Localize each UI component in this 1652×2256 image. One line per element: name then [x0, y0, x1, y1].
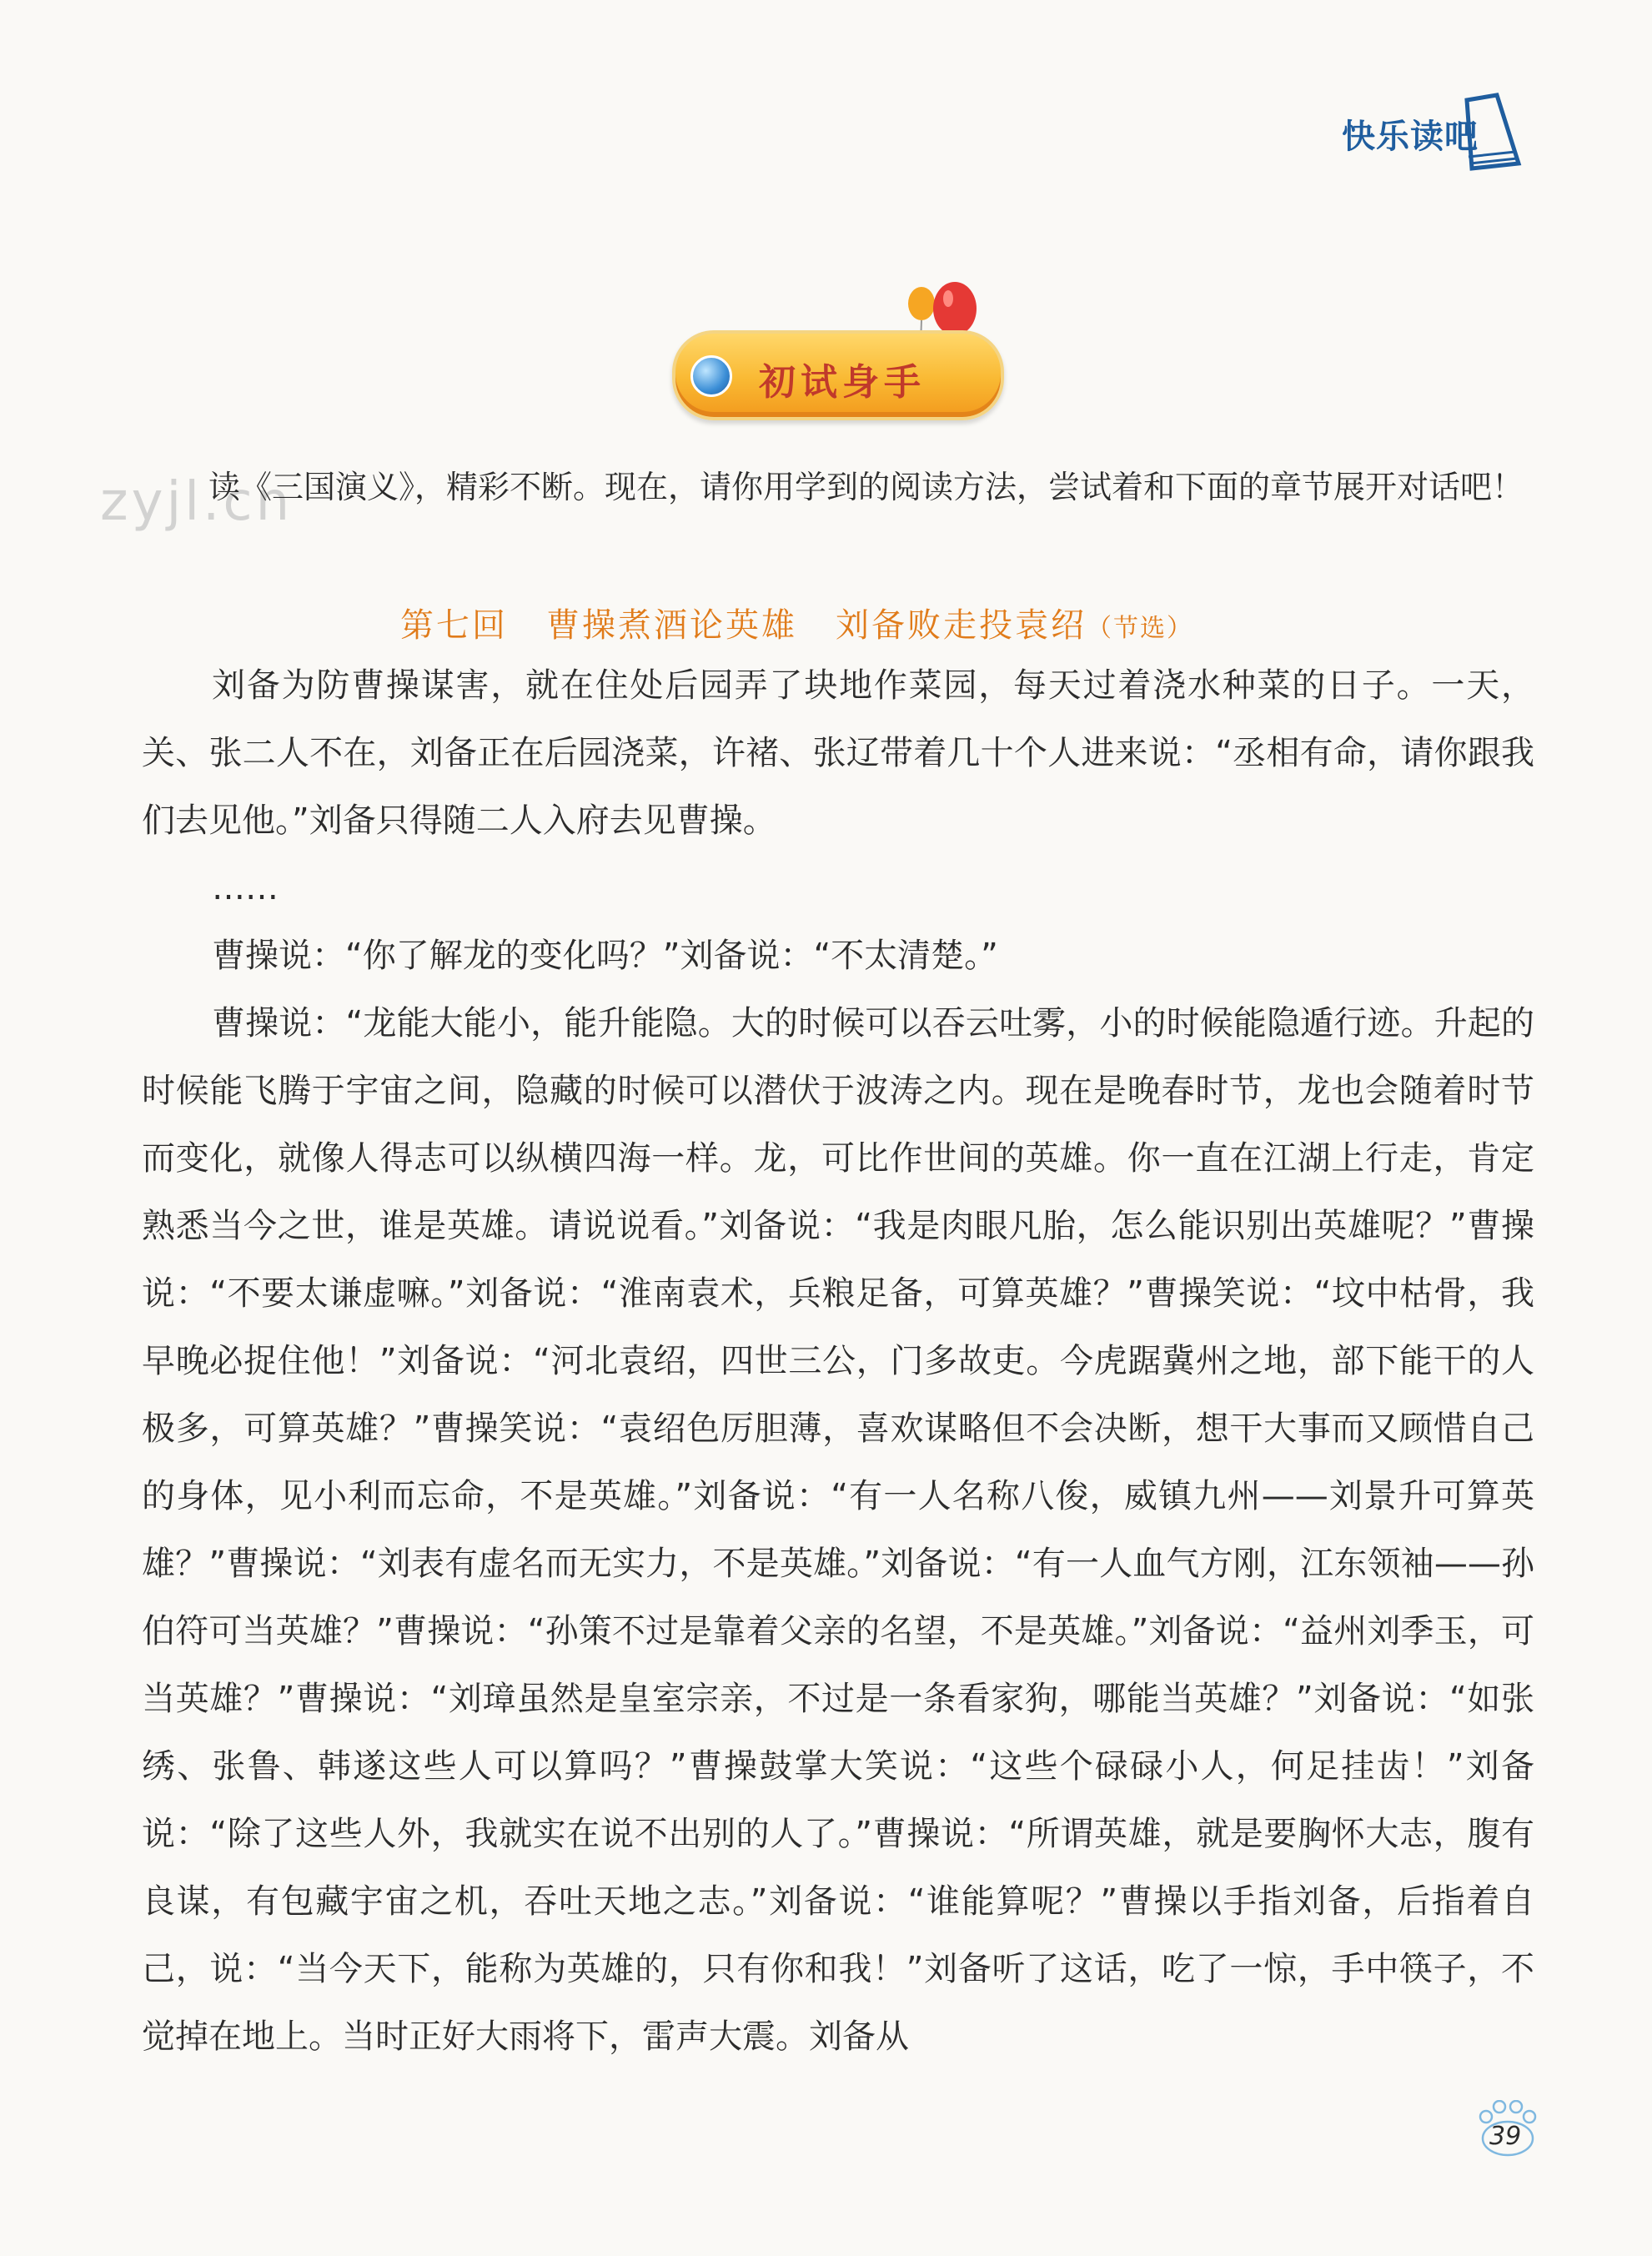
watermark: zyjl.cn	[100, 471, 294, 533]
chapter-title-part1: 曹操煮酒论英雄	[546, 606, 797, 645]
header-badge-label: 快乐读吧	[1342, 118, 1479, 156]
chapter-title	[400, 599, 1401, 646]
header-badge	[1310, 92, 1527, 175]
book-corner-icon	[1460, 92, 1527, 175]
chapter-note: （节选）	[1087, 614, 1193, 643]
intro-text: 读《三国演义》，精彩不断。现在，请你用学到的阅读方法，尝试着和下面的章节展开对话吧！	[208, 469, 1524, 505]
page-number: 39	[1489, 2122, 1522, 2151]
paragraph: 曹操说：“龙能大能小，能升能隐。大的时候可以吞云吐雾，小的时候能隐遁行迹。升起的时候能飞腾于宇宙之间，隐藏的时候可以潜伏于波涛之内。现在是晚春时节，龙也会随着时节而变化，就像人得志可以纵横四海一样。龙，可比作世间的英雄。你一直在江湖上行走，肯定熟悉当今之世，谁是英雄。请说说看。”刘备说：“我是肉眼凡胎，怎么能识别出英雄呢？”曹操说：“不要太谦虚嘛。”刘备说：“淮南袁术，兵粮足备，可算英雄？”曹操笑说：“坟中枯骨，我早晚必捉住他！”刘备说：“河北袁绍，四世三公，门多故吏。今虎踞冀州之地，部下能干的人极多，可算英雄？”曹操笑说：“袁绍色厉胆薄，喜欢谋略但不会决断，想干大事而又顾惜自己的身体，见小利而忘命，不是英雄。”刘备说：“有一人名称八俊，威镇九州——刘景升可算英雄？”曹操说：“刘表有虚名而无实力，不是英雄。”刘备说：“有一人血气方刚，江东领袖——孙伯符可当英雄？”曹操说：“孙策不过是靠着父亲的名望，不是英雄。”刘备说：“益州刘季玉，可当英雄？”曹操说：“刘璋虽然是皇室宗亲，不过是一条看家狗，哪能当英雄？”刘备说：“如张绣、张鲁、韩遂这些人可以算吗？”曹操鼓掌大笑说：“这些个碌碌小人，何足挂齿！”刘备说：“除了这些人外，我就实在说不出别的人了。”曹操说：“所谓英雄，就是要胸怀大志，腹有良谋，有包藏宇宙之机，吞吐天地之志。”刘备说：“谁能算呢？”曹操以手指刘备，后指着自己，说：“当今天下，能称为英雄的，只有你和我！”刘备听了这话，吃了一惊，手中筷子，不觉掉在地上。当时正好大雨将下，雷声大震。刘备从	[142, 1004, 1534, 2056]
chapter-number: 第七回	[400, 606, 508, 645]
chapter-title-part2: 刘备败走投袁绍	[836, 606, 1087, 645]
section-title: 初试身手	[759, 361, 926, 404]
paragraph: 曹操说：“你了解龙的变化吗？”刘备说：“不太清楚。”	[212, 937, 998, 975]
paragraph: 刘备为防曹操谋害，就在住处后园弄了块地作菜园，每天过着浇水种菜的日子。一天，关、张二人不在，刘备正在后园浇菜，许褚、张辽带着几十个人进来说：“丞相有命，请你跟我们去见他。”刘备只得随二人入府去见曹操。	[142, 666, 1534, 840]
chapter-body	[142, 652, 1534, 2071]
paragraph-ellipsis: ……	[212, 869, 279, 907]
page-number-badge	[1474, 2100, 1541, 2158]
globe-icon	[690, 355, 732, 397]
section-title-badge	[672, 330, 1004, 420]
